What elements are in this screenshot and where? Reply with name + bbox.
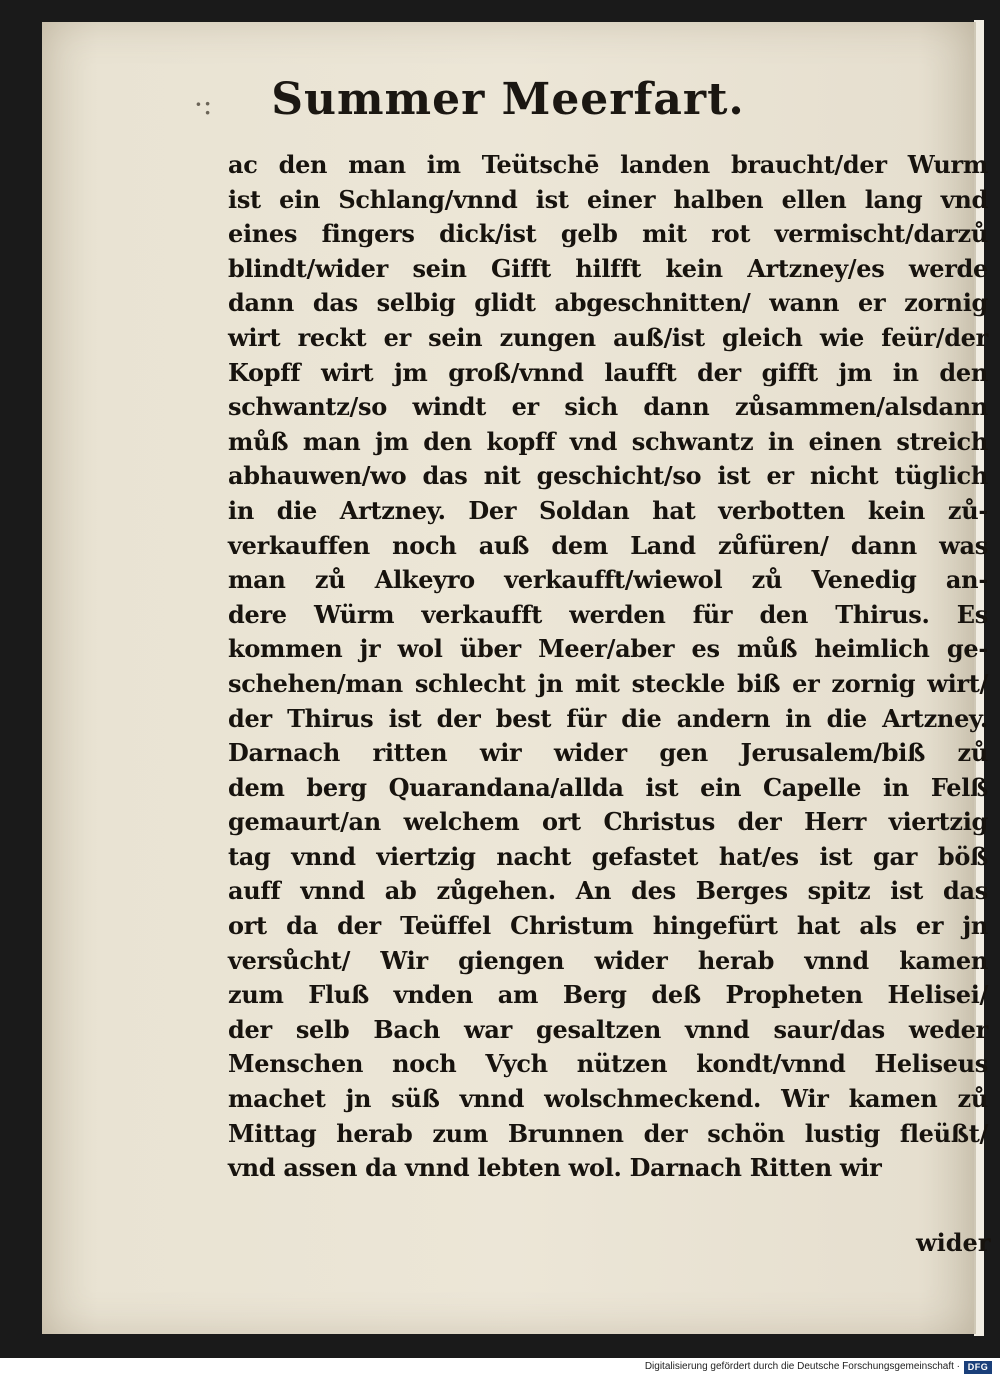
text-line: versůcht/ Wir giengen wider herab vnnd kamen [228,945,988,975]
text-line: gemaurt/an welchem ort Christus der Herr viertzig [228,807,988,837]
running-head: Summer Meerfart. [271,74,745,125]
text-line: můß man jm den kopff vnd schwantz in einen streich [228,426,988,456]
text-line: ac den man im Teütschē landen braucht/der Wurm [228,150,988,179]
dfg-logo: DFG [964,1361,992,1374]
text-line: Mittag herab zum Brunnen der schön lustig fleüßt/ [228,1118,988,1148]
text-line: man zů Alkeyro verkaufft/wiewol zů Venedig an- [228,565,988,595]
text-line: der selb Bach war gesaltzen vnnd saur/das weder [228,1014,988,1044]
text-line: auff vnnd ab zůgehen. An des Berges spitz ist das [228,876,988,906]
text-line: der Thirus ist der best für die andern in die Artzney. [228,703,988,733]
text-line: Menschen noch Vych nützen kondt/vnnd Heliseus [228,1049,988,1079]
book-page [42,22,991,1334]
text-line: Darnach ritten wir wider gen Jerusalem/biß zů [228,738,988,768]
text-line: schwantz/so windt er sich dann zůsammen/alsdann [228,392,988,422]
text-line: vnd assen da vnnd lebten wol. Darnach Ritten wir [228,1153,882,1183]
text-line: abhauwen/wo das nit geschicht/so ist er nicht tüglich [228,461,988,491]
text-line: dem berg Quarandana/allda ist ein Capelle in Felß [228,772,988,802]
text-line: dann das selbig glidt abgeschnitten/ wann er zornig [228,288,988,318]
text-line: verkauffen noch auß dem Land zůfüren/ dann was [228,530,988,560]
text-block [228,148,988,1186]
text-line: zum Fluß vnden am Berg deß Propheten Helisei/ [228,980,988,1010]
text-line: blindt/wider sein Gifft hilfft kein Artzney/es werde [228,253,988,283]
text-line: Kopff wirt jm groß/vnnd laufft der gifft jm in den [228,357,988,387]
catchword: wider [916,1228,991,1257]
footer-bar [0,1358,1000,1378]
text-line: ort da der Teüffel Christum hingefürt hat als er jn [228,911,988,941]
text-line: machet jn süß vnnd wolschmeckend. Wir kamen zů [228,1084,988,1114]
text-line: kommen jr wol über Meer/aber es můß heimlich ge- [228,634,988,664]
text-line: in die Artzney. Der Soldan hat verbotten kein zů- [228,495,988,525]
text-line: eines fingers dick/ist gelb mit rot vermischt/darzů [228,219,988,249]
head-mark: ·: [194,88,213,121]
text-line: ist ein Schlang/vnnd ist einer halben ellen lang vnd [228,184,988,214]
text-line: dere Würm verkaufft werden für den Thirus. Es [228,599,988,629]
funding-credit: Digitalisierung gefördert durch die Deutsche Forschungsgemeinschaft · [644,1361,960,1372]
text-line: tag vnnd viertzig nacht gefastet hat/es ist gar böß [228,841,988,871]
text-line: wirt reckt er sein zungen auß/ist gleich wie feür/der [228,322,988,352]
text-line: schehen/man schlecht jn mit steckle biß er zornig wirt/ [228,668,988,698]
